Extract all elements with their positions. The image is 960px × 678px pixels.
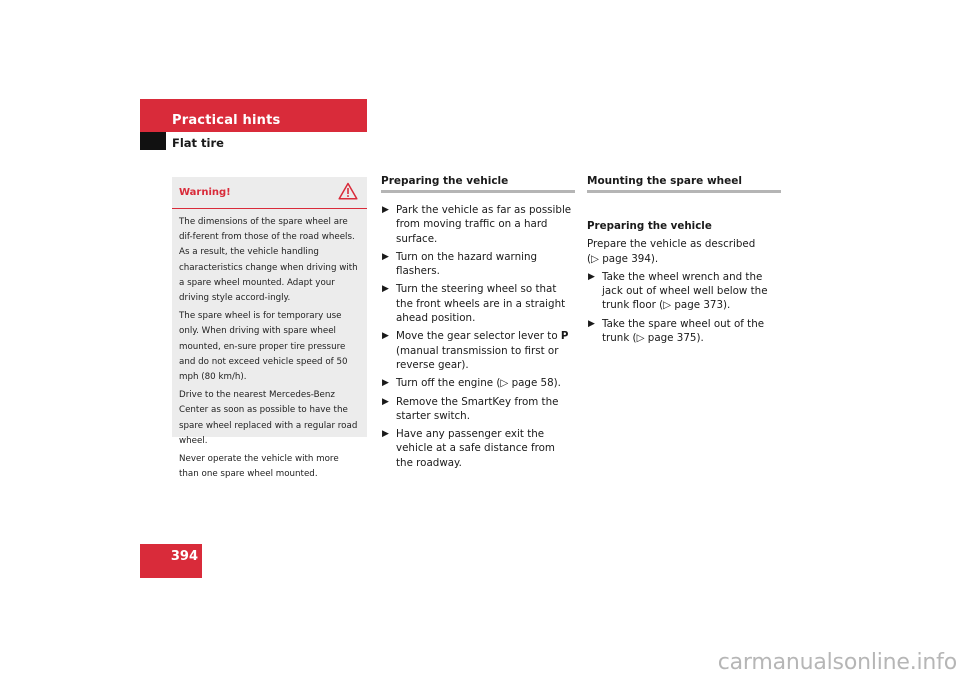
instruction-step: ▶ Have any passenger exit the vehicle at a safe distance from the roadway. bbox=[382, 428, 555, 469]
section-title: Practical hints bbox=[172, 113, 281, 128]
bullet-arrow-icon: ▶ bbox=[382, 251, 389, 262]
gear-position-label: P bbox=[560, 330, 569, 343]
mounting-subheading: Preparing the vehicle bbox=[587, 220, 712, 232]
page-ref-icon: ▷ bbox=[636, 332, 648, 345]
bullet-arrow-icon: ▶ bbox=[382, 284, 389, 295]
instruction-step: ▶ Turn off the engine (▷ page 58). bbox=[382, 377, 561, 390]
section-banner bbox=[140, 99, 367, 132]
mounting-intro: Prepare the vehicle as described (▷ page 394). bbox=[587, 238, 756, 265]
section-tab-marker bbox=[140, 132, 166, 150]
page-ref-icon: ▷ bbox=[591, 252, 603, 265]
mounting-body bbox=[587, 203, 781, 345]
warning-paragraph: Never operate the vehicle with more than one spare wheel mounted. bbox=[179, 454, 339, 480]
warning-paragraph: The dimensions of the spare wheel are dif-ferent from those of the road wheels. As a result, the vehicle handling characteristics change when driving with a spare wheel mounted. Adapt your driving style accord-ingly. bbox=[179, 217, 358, 304]
instruction-step: ▶ Park the vehicle as far as possible from moving traffic on a hard surface. bbox=[382, 204, 572, 245]
page-ref-icon: ▷ bbox=[663, 299, 675, 312]
bullet-arrow-icon: ▶ bbox=[382, 331, 389, 342]
bullet-arrow-icon: ▶ bbox=[382, 396, 389, 407]
preparing-heading: Preparing the vehicle bbox=[381, 175, 575, 193]
warning-paragraph: Drive to the nearest Mercedes-Benz Center as soon as possible to have the spare wheel replaced with a regular road wheel. bbox=[179, 390, 358, 446]
instruction-step: ▶ Move the gear selector lever to P (manual transmission to first or reverse gear). bbox=[382, 330, 569, 371]
instruction-step: ▶ Turn on the hazard warning flashers. bbox=[382, 250, 538, 278]
preparing-steps bbox=[381, 203, 575, 470]
page-reference[interactable]: page 373 bbox=[674, 299, 724, 312]
mounting-heading: Mounting the spare wheel bbox=[587, 175, 781, 193]
page-reference[interactable]: page 394 bbox=[602, 252, 651, 265]
bullet-arrow-icon: ▶ bbox=[382, 378, 389, 389]
page-number: 394 bbox=[170, 549, 198, 564]
mounting-column bbox=[587, 175, 781, 349]
instruction-step: ▶ Turn the steering wheel so that the front wheels are in a straight ahead position. bbox=[382, 283, 566, 325]
bullet-arrow-icon: ▶ bbox=[382, 429, 389, 440]
bullet-arrow-icon: ▶ bbox=[382, 205, 389, 215]
warning-title: Warning! bbox=[179, 187, 231, 198]
page-ref-icon: ▷ bbox=[500, 377, 512, 390]
warning-header bbox=[172, 177, 367, 209]
page-reference[interactable]: page 375 bbox=[647, 332, 697, 345]
bullet-arrow-icon: ▶ bbox=[588, 271, 595, 282]
page-reference[interactable]: page 58 bbox=[511, 377, 554, 390]
instruction-step: ▶ Take the spare wheel out of the trunk (▷ page 375). bbox=[588, 317, 765, 345]
instruction-step: ▶ Take the wheel wrench and the jack out of wheel well below the trunk floor (▷ page 373). bbox=[588, 270, 768, 312]
warning-paragraph: The spare wheel is for temporary use only. When driving with spare wheel mounted, en-sure proper tire pressure and do not exceed vehicle speed of 50 mph (80 km/h). bbox=[179, 311, 348, 383]
page-number-box bbox=[140, 544, 202, 578]
subsection-title: Flat tire bbox=[172, 136, 224, 150]
instruction-step: ▶ Remove the SmartKey from the starter switch. bbox=[382, 395, 559, 422]
preparing-column bbox=[381, 175, 575, 474]
watermark: carmanualsonline.info bbox=[717, 650, 957, 675]
warning-triangle-icon bbox=[338, 182, 358, 200]
warning-box bbox=[172, 177, 367, 480]
warning-body bbox=[172, 209, 367, 482]
bullet-arrow-icon: ▶ bbox=[588, 318, 595, 329]
